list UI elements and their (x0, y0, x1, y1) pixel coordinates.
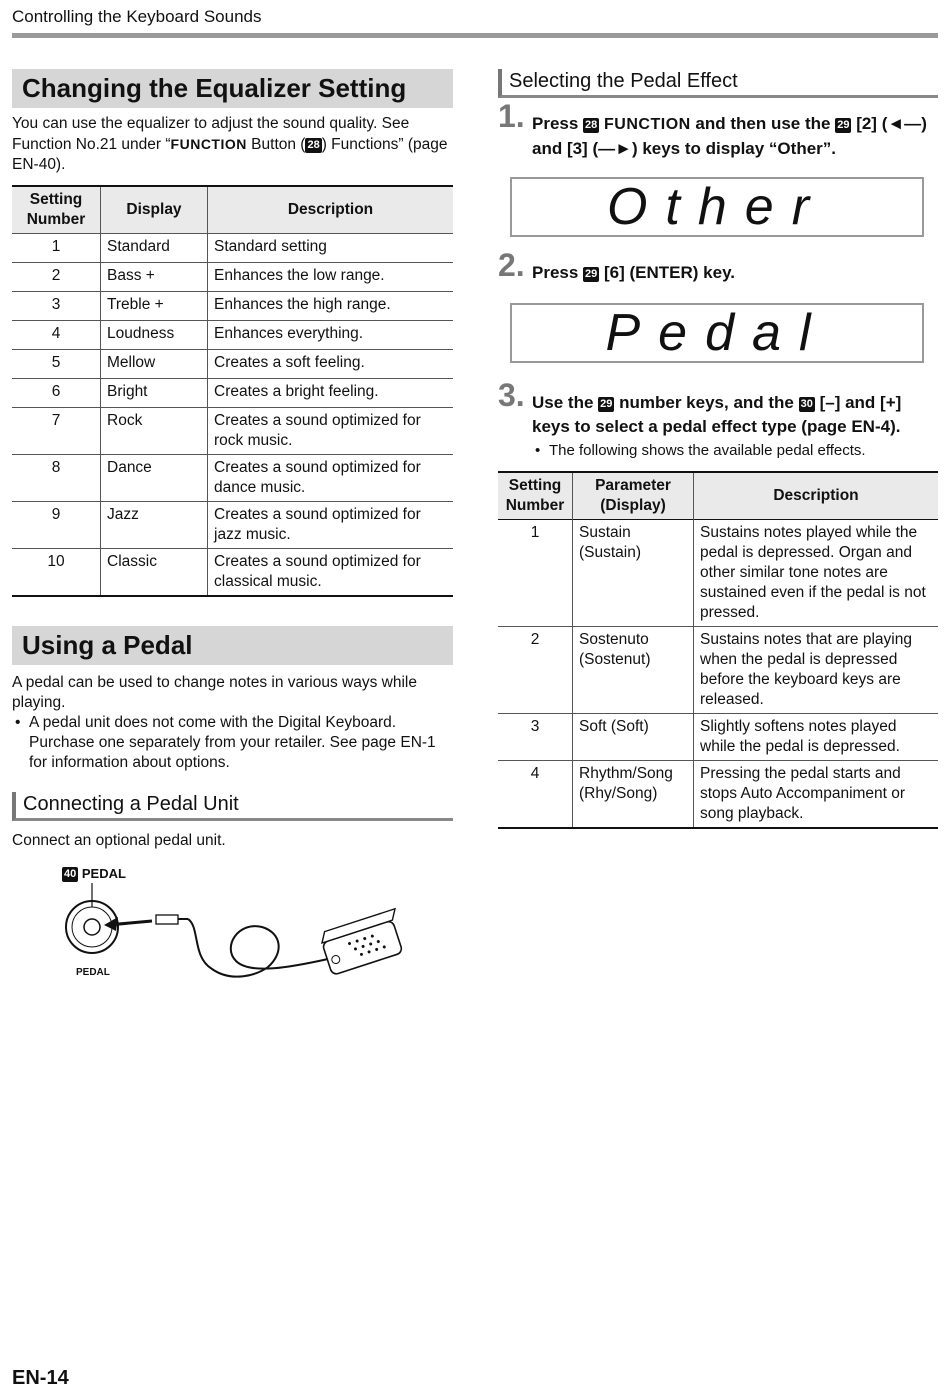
cell-desc: Sustains notes played while the pedal is depressed. Organ and other similar tone notes are sustained even if the pedal is not pressed. (694, 520, 939, 627)
page-header-title: Controlling the Keyboard Sounds (12, 7, 262, 26)
cell-desc: Slightly softens notes played while the pedal is depressed. (694, 714, 939, 761)
equalizer-table (12, 185, 453, 597)
step-3-badge-30: 30 (800, 398, 813, 410)
cell-desc: Creates a sound optimized for jazz music. (208, 502, 454, 549)
connect-text: Connect an optional pedal unit. (12, 832, 226, 849)
table-row (12, 549, 453, 597)
table-row (12, 234, 453, 263)
col-description: Description (694, 472, 939, 520)
step-1 (498, 98, 938, 161)
cell-num: 9 (12, 502, 101, 549)
cell-display: Bright (101, 379, 208, 408)
cell-num: 4 (12, 321, 101, 350)
connect-heading: Connecting a Pedal Unit (12, 792, 453, 821)
cell-desc: Creates a bright feeling. (208, 379, 454, 408)
function-label: FUNCTION (170, 136, 247, 152)
cell-display: Loudness (101, 321, 208, 350)
left-arrow-icon: ◄― (887, 114, 922, 133)
cell-desc: Pressing the pedal starts and stops Auto Accompaniment or song playback. (694, 761, 939, 829)
col-display: Display (101, 186, 208, 234)
cell-display: Bass + (101, 263, 208, 292)
step-3-text-a: Use the (532, 393, 599, 412)
pedal-intro: A pedal can be used to change notes in various ways while playing. (12, 674, 417, 711)
cell-num: 2 (12, 263, 101, 292)
cell-desc: Enhances the low range. (208, 263, 454, 292)
step-2-text-a: Press (532, 263, 584, 282)
table-row (12, 379, 453, 408)
page-number: EN-14 (12, 1367, 69, 1389)
cell-num: 3 (498, 714, 573, 761)
cell-param: Rhythm/Song (Rhy/Song) (573, 761, 694, 829)
col-description: Description (208, 186, 454, 234)
step-3-text-c: [–] and [+] keys to select a pedal effect type (page EN-4). (532, 393, 902, 436)
button-number-badge: 28 (307, 139, 320, 151)
step-2-badge-29: 29 (585, 268, 598, 280)
table-row (12, 350, 453, 379)
cell-display: Classic (101, 549, 208, 597)
lcd-display-other: Other (510, 177, 924, 237)
pedal-effect-table-body (498, 520, 938, 829)
cell-num: 3 (12, 292, 101, 321)
step-1-text-c: [2] ( (851, 114, 888, 133)
equalizer-table-body (12, 234, 453, 597)
pedal-heading: Using a Pedal (12, 626, 453, 665)
left-column (12, 69, 453, 997)
intro-text-a: You can use the equalizer to adjust the sound quality. See Function No.21 under “ (12, 115, 410, 153)
table-row (498, 627, 938, 714)
table-row (498, 714, 938, 761)
jack-number-badge: 40 (64, 868, 77, 880)
cell-num: 1 (530, 524, 540, 541)
jack-label-text: PEDAL (81, 866, 126, 881)
table-row (498, 520, 938, 627)
step-1-badge-29: 29 (837, 119, 850, 131)
step-3-number: 3. (498, 377, 525, 413)
cell-param: Sustain (Sustain) (573, 520, 694, 627)
cell-display: Rock (101, 408, 208, 455)
right-arrow-icon: ―► (598, 139, 632, 158)
cell-num: 2 (498, 627, 573, 714)
step-1-text-b: and then use the (690, 114, 836, 133)
cell-num: 10 (12, 549, 101, 597)
lcd-display-pedal: Pedal (510, 303, 924, 363)
cell-display: Jazz (101, 502, 208, 549)
cell-param: Sostenuto (Sostenut) (573, 627, 694, 714)
table-row (12, 292, 453, 321)
table-row (12, 502, 453, 549)
cell-num: 4 (498, 761, 573, 829)
pedal-effect-table (498, 471, 938, 829)
pedal-connection-diagram (52, 857, 452, 997)
pedal-bullet: • A pedal unit does not come with the Digital Keyboard. Purchase one separately from your retailer. See page EN-1 for information about options. (12, 713, 453, 773)
step-1-text-a: Press (532, 114, 584, 133)
step-1-text-d: ) and [3] ( (532, 114, 927, 158)
intro-text-c: ) Functions” (page EN-40). (12, 136, 448, 173)
step-1-text-e: ) keys to display “Other”. (631, 139, 836, 158)
step-3-badge-29: 29 (600, 398, 613, 410)
right-column (498, 69, 938, 829)
col-parameter: Parameter (Display) (573, 472, 694, 520)
step-1-badge-28: 28 (585, 119, 598, 131)
table-row (498, 761, 938, 829)
step-2-number: 2. (498, 247, 525, 283)
header-rule (12, 33, 938, 38)
step-1-function-label: FUNCTION (604, 116, 691, 133)
step-2-text-b: [6] (ENTER) key. (599, 263, 736, 282)
pedal-illustration (12, 857, 453, 997)
cell-num: 7 (12, 408, 101, 455)
cell-num: 8 (12, 455, 101, 502)
cell-num: 6 (12, 379, 101, 408)
cell-desc: Sustains notes that are playing when the pedal is depressed before the keyboard keys are released. (694, 627, 939, 714)
cell-num: 5 (12, 350, 101, 379)
cell-desc: Creates a sound optimized for dance music. (208, 455, 454, 502)
table-row (12, 455, 453, 502)
cell-display: Mellow (101, 350, 208, 379)
step-3-bullet: • The following shows the available pedal effects. (532, 441, 938, 461)
cell-param: Soft (Soft) (573, 714, 694, 761)
cell-desc: Enhances everything. (208, 321, 454, 350)
cell-display: Dance (101, 455, 208, 502)
table-row (12, 408, 453, 455)
intro-text-b: Button ( (246, 136, 306, 153)
cell-display: Standard (101, 234, 208, 263)
table-row (12, 263, 453, 292)
cell-desc: Enhances the high range. (208, 292, 454, 321)
jack-small-label: PEDAL (76, 967, 110, 978)
step-3-text-b: number keys, and the (614, 393, 799, 412)
cell-num: 1 (12, 234, 101, 263)
pedal-effect-heading: Selecting the Pedal Effect (498, 69, 938, 98)
cell-desc: Creates a soft feeling. (208, 350, 454, 379)
cell-display: Treble + (101, 292, 208, 321)
cell-desc: Creates a sound optimized for classical music. (208, 549, 454, 597)
cell-desc: Creates a sound optimized for rock music. (208, 408, 454, 455)
step-2 (498, 247, 938, 285)
col-setting-number: Setting Number (498, 472, 573, 520)
equalizer-heading: Changing the Equalizer Setting (12, 69, 453, 108)
step-3 (498, 377, 938, 439)
equalizer-intro (12, 114, 453, 175)
step-1-number: 1. (498, 98, 525, 134)
table-row (12, 321, 453, 350)
col-setting-number: Setting Number (12, 186, 101, 234)
cell-desc: Standard setting (208, 234, 454, 263)
